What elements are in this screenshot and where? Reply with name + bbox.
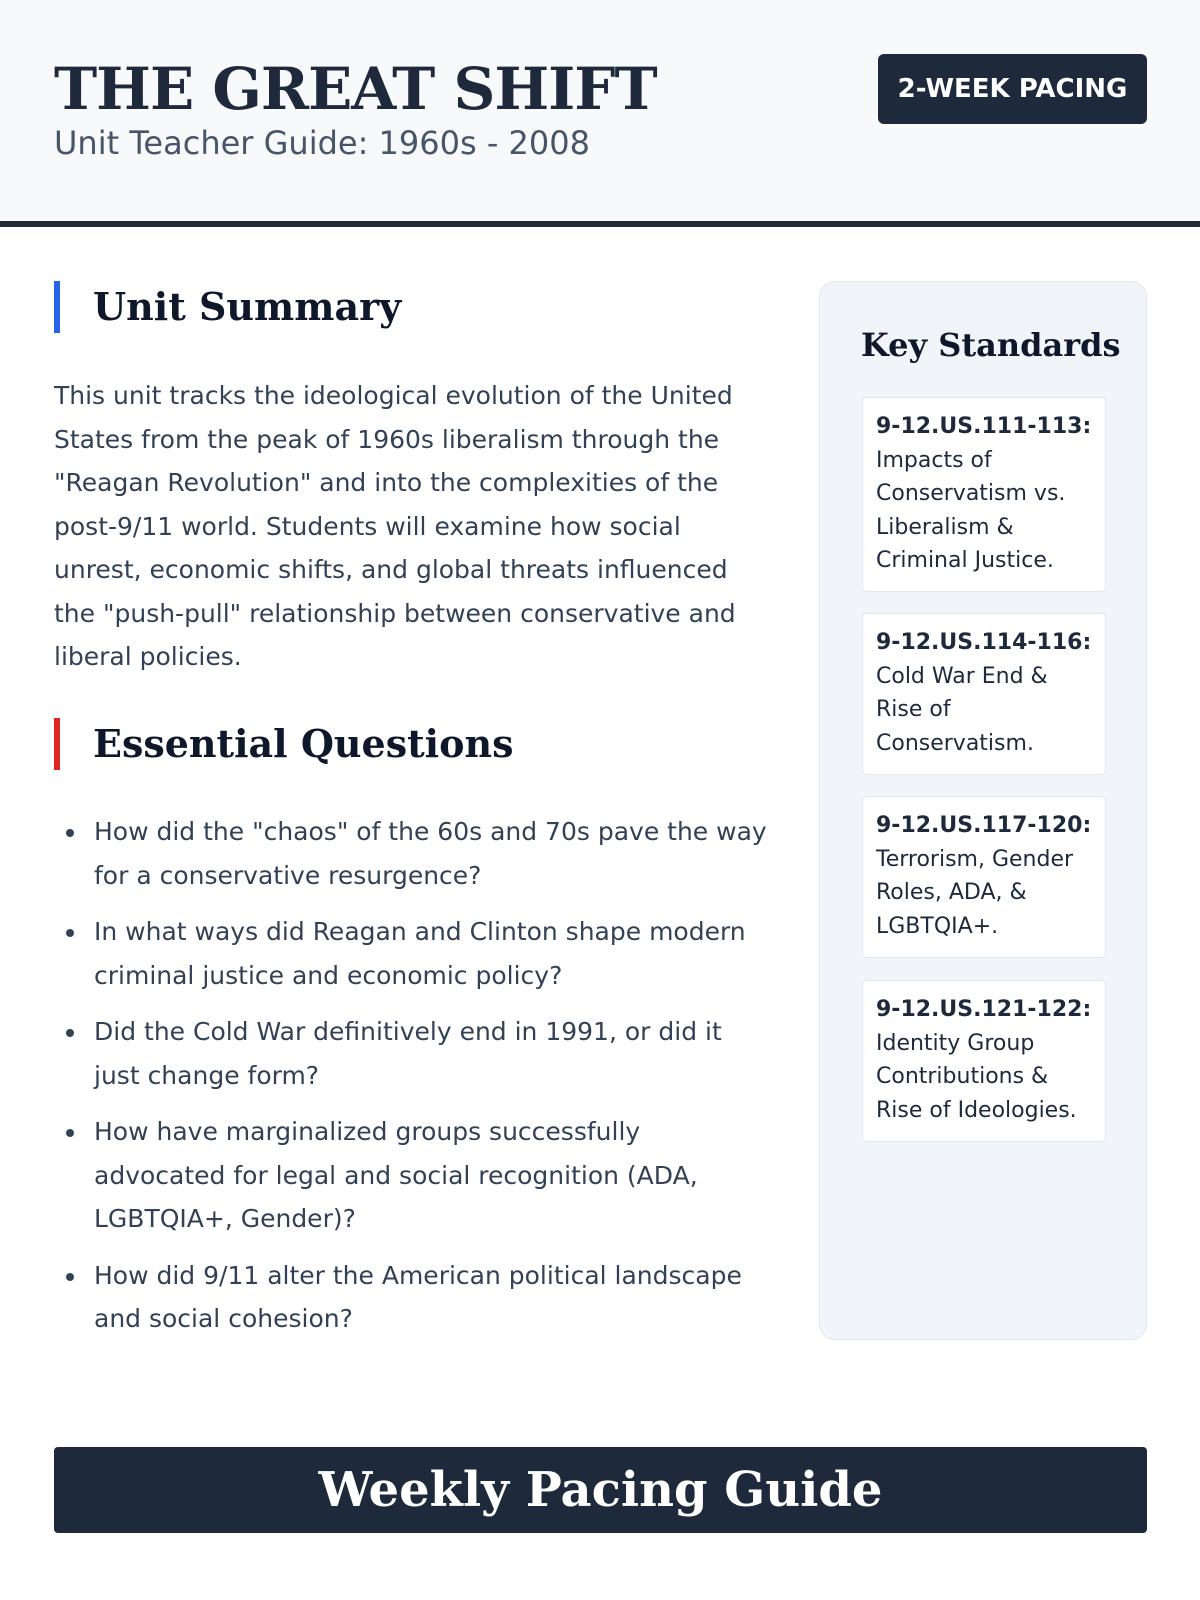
question-item — [54, 1110, 774, 1241]
question-item — [54, 810, 774, 897]
key-standards-heading: Key Standards — [861, 326, 1121, 364]
unit-title: THE GREAT SHIFT — [54, 55, 657, 123]
standard-code: 9-12.US.114-116: — [876, 630, 1092, 655]
question-text: How did the "chaos" of the 60s and 70s pave the way for a conservative resurgence? — [94, 817, 767, 890]
question-item — [54, 1010, 774, 1097]
question-item — [54, 1254, 774, 1341]
standard-code: 9-12.US.117-120: — [876, 813, 1092, 838]
page-header — [0, 0, 1200, 227]
standard-code: 9-12.US.111-113: — [876, 414, 1092, 439]
key-standards-panel — [819, 281, 1147, 1340]
standard-card — [862, 397, 1106, 592]
question-text: How have marginalized groups successfully advocated for legal and social recognition (ADA, LGBTQIA+, Gender)? — [94, 1117, 698, 1233]
question-text: In what ways did Reagan and Clinton shape modern criminal justice and economic policy? — [94, 917, 746, 990]
standard-code: 9-12.US.121-122: — [876, 997, 1092, 1022]
bullet-icon — [66, 1129, 74, 1137]
bullet-icon — [66, 829, 74, 837]
bullet-icon — [66, 929, 74, 937]
question-text: How did 9/11 alter the American political landscape and social cohesion? — [94, 1260, 742, 1333]
weekly-pacing-heading: Weekly Pacing Guide — [54, 1447, 1147, 1533]
standard-description: Cold War End & Rise of Conservatism. — [876, 663, 1048, 756]
unit-summary-text: This unit tracks the ideological evolution of the United States from the peak of 1960s liberalism through the "Reagan Revolution" and into the complexities of the post-9/11 world. Students will examine how social unrest, economic shifts, and global threats influenced the "push-pull" relationship between conservative and liberal policies. — [54, 381, 736, 671]
essential-questions-heading: Essential Questions — [54, 718, 514, 770]
standard-card — [862, 980, 1106, 1142]
pacing-badge: 2-WEEK PACING — [878, 54, 1147, 124]
unit-subtitle: Unit Teacher Guide: 1960s - 2008 — [54, 124, 590, 162]
standard-description: Impacts of Conservatism vs. Liberalism & Criminal Justice. — [876, 447, 1066, 573]
standard-card — [862, 796, 1106, 958]
essential-questions-list — [54, 810, 774, 1354]
bullet-icon — [66, 1029, 74, 1037]
question-text: Did the Cold War definitively end in 1991, or did it just change form? — [94, 1017, 722, 1090]
standard-card — [862, 613, 1106, 775]
question-item — [54, 910, 774, 997]
standard-description: Terrorism, Gender Roles, ADA, & LGBTQIA+. — [876, 846, 1074, 939]
unit-summary-heading: Unit Summary — [54, 281, 401, 333]
bullet-icon — [66, 1273, 74, 1281]
standard-description: Identity Group Contributions & Rise of Ideologies. — [876, 1030, 1077, 1123]
